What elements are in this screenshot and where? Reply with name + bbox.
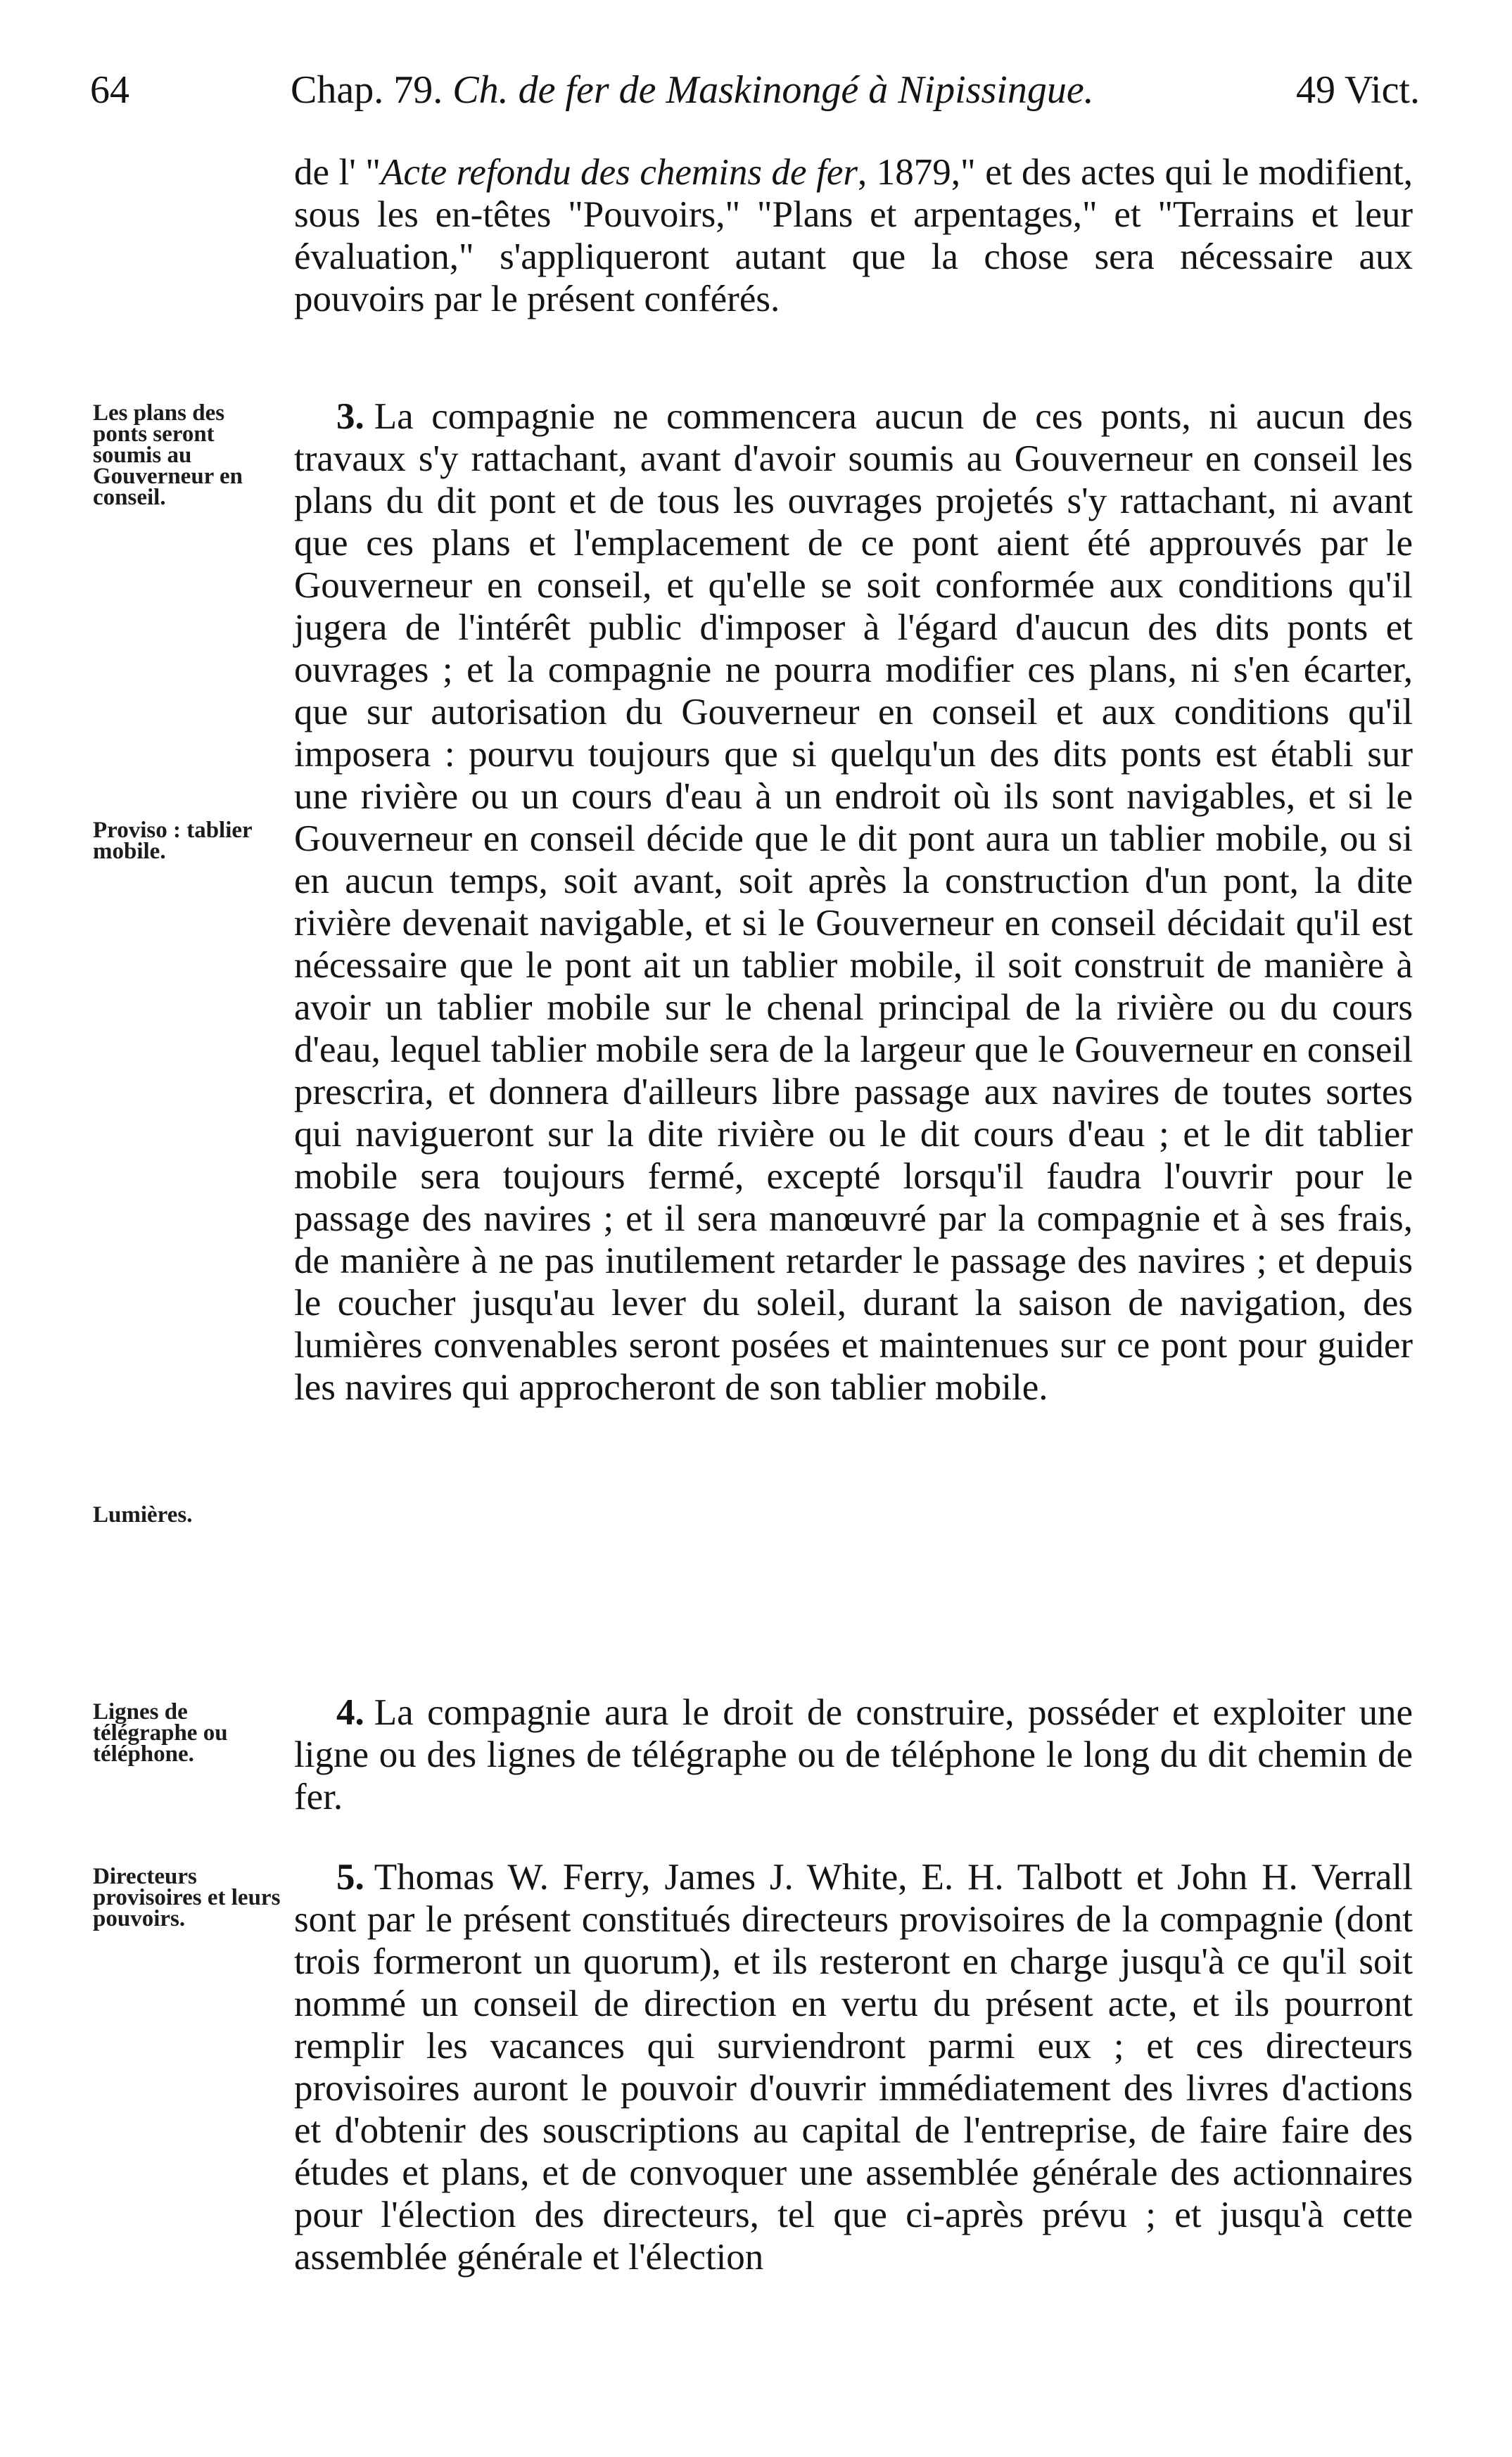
margin-note-proviso: Proviso : tablier mobile. — [93, 818, 253, 864]
margin-note-plans: Les plans des ponts seront soumis au Gouverneur en conseil. — [93, 400, 243, 510]
section-number: 3. — [336, 396, 364, 437]
section-text: Thomas W. Ferry, James J. White, E. H. Talbott et John H. Verrall sont par le présent constitués directeurs provisoires de la compagnie (dont trois formeront un quorum), et ils resteront en charge jusqu'à ce qu'il soit nommé un conseil de direction en vertu du présent acte, et ils pourront remplir les vacances qui surviendront parmi eux ; et ces directeurs provisoires auront le pouvoir d'ouvrir immédiatement des livres d'actions et d'obtenir des souscriptions au capital de l'entreprise, de faire faire des études et plans, et de convoquer une assemblée générale des actionnaires pour l'élection des directeurs, tel que ci-après prévu ; et jusqu'à cette assemblée générale et l'élection — [294, 1857, 1413, 2278]
page-number: 64 — [90, 68, 129, 112]
section-3 — [294, 395, 1413, 1409]
regnal-year: 49 Vict. — [1295, 68, 1420, 112]
chapter-title: Ch. de fer de Maskinongé à Nipissingue. — [452, 68, 1094, 112]
chapter-number: Chap. 79. — [291, 68, 443, 112]
margin-note-directeurs: Directeurs provisoires et leurs pouvoirs. — [93, 1864, 281, 1931]
intro-suffix: , 1879," et des actes qui le modifient, sous les en-têtes "Pouvoirs," "Plans et arpentages," et "Terrains et leur évaluation," s'appliqueront autant que la chose sera nécessaire aux pouvoirs par le présent conférés. — [294, 152, 1413, 319]
section-4 — [294, 1691, 1413, 1818]
section-number: 4. — [336, 1692, 364, 1733]
section-text: La compagnie aura le droit de construire, posséder et exploiter une ligne ou des lignes de télégraphe ou de téléphone le long du dit chemin de fer. — [294, 1692, 1413, 1817]
running-header — [90, 62, 1420, 118]
chapter-heading — [291, 62, 1094, 118]
intro-prefix: de l' " — [294, 152, 381, 193]
section-5 — [294, 1856, 1413, 2278]
margin-note-lumieres: Lumières. — [93, 1502, 193, 1528]
act-title: Acte refondu des chemins de fer — [381, 152, 858, 193]
intro-paragraph — [294, 151, 1413, 320]
section-number: 5. — [336, 1857, 364, 1898]
section-text: La compagnie ne commencera aucun de ces ponts, ni aucun des travaux s'y rattachant, avant d'avoir soumis au Gouverneur en conseil les plans du dit pont et de tous les ouvrages projetés s'y rattachant, ni avant que ces plans et l'emplacement de ce pont aient été approuvés par le Gouverneur en conseil, et qu'elle se soit conformée aux conditions qu'il jugera de l'intérêt public d'imposer à l'égard d'aucun des dits ponts et ouvrages ; et la compagnie ne pourra modifier ces plans, ni s'en écarter, que sur autorisation du Gouverneur en conseil et aux conditions qu'il imposera : pourvu toujours que si quelqu'un des dits ponts est établi sur une rivière ou un cours d'eau à un endroit où ils sont navigables, et si le Gouverneur en conseil décide que le dit pont aura un tablier mobile, ou si en aucun temps, soit avant, soit après la construction d'un pont, la dite rivière devenait navigable, et si le Gouverneur en conseil décidait qu'il est nécessaire que le pont ait un tablier mobile, il soit construit de manière à avoir un tablier mobile sur le chenal principal de la rivière ou du cours d'eau, lequel tablier mobile sera de la largeur que le Gouverneur en conseil prescrira, et donnera d'ailleurs libre passage aux navires de toutes sortes qui navigueront sur la dite rivière ou le dit cours d'eau ; et le dit tablier mobile sera toujours fermé, excepté lorsqu'il faudra l'ouvrir pour le passage des navires ; et il sera manœuvré par la compagnie et à ses frais, de manière à ne pas inutilement retarder le passage des navires ; et depuis le coucher jusqu'au lever du soleil, durant la saison de navigation, des lumières convenables seront posées et maintenues sur ce pont pour guider les navires qui approcheront de son tablier mobile. — [294, 396, 1413, 1408]
margin-note-lignes: Lignes de télégraphe ou téléphone. — [93, 1699, 228, 1767]
